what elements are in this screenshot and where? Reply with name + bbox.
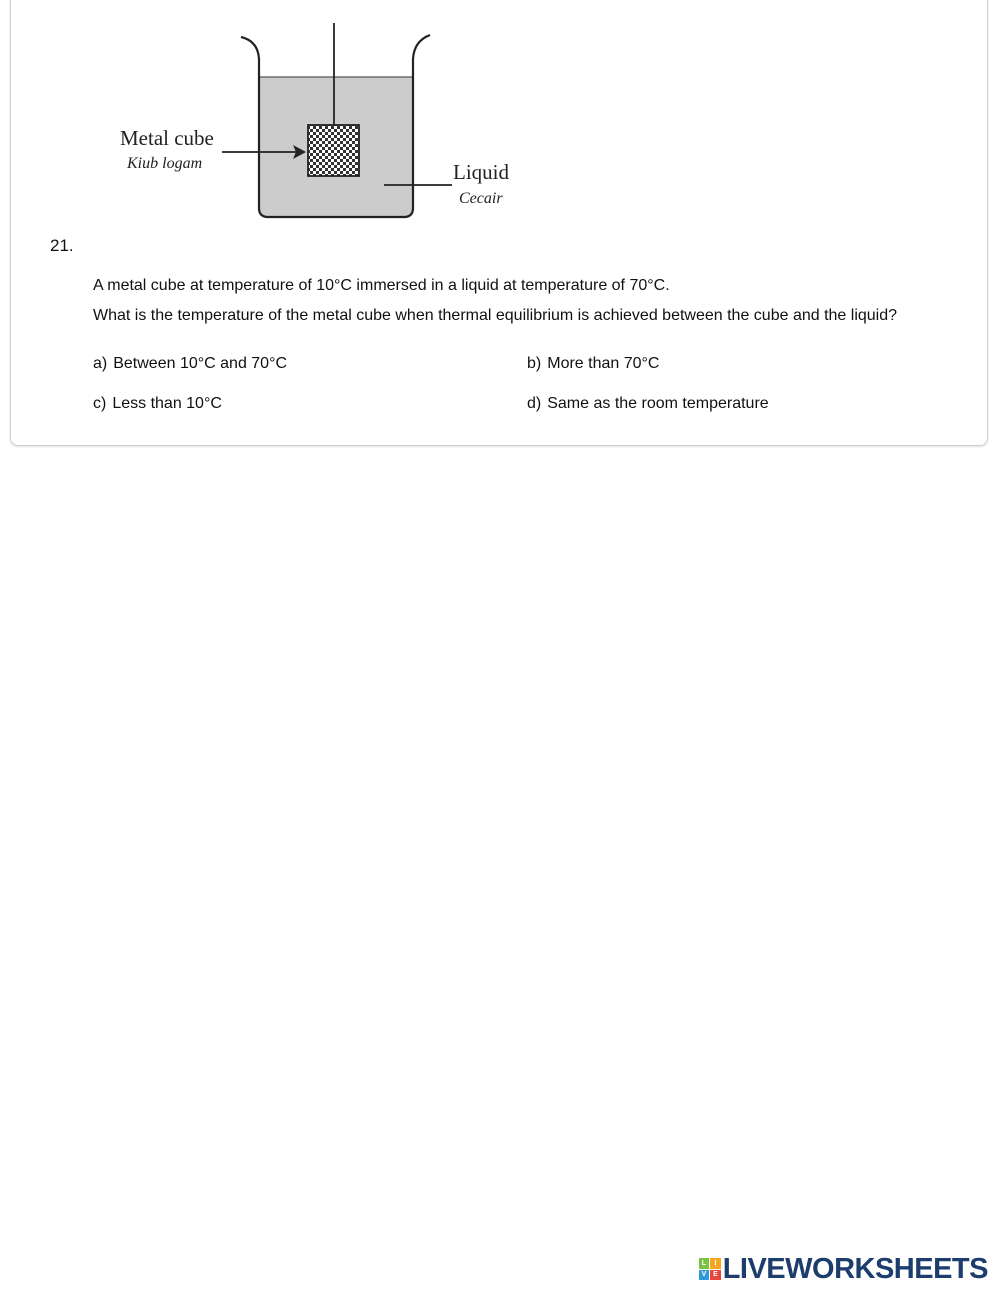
option-a[interactable] xyxy=(93,355,287,373)
liveworksheets-logo[interactable] xyxy=(699,1252,988,1286)
option-c[interactable] xyxy=(93,395,222,413)
option-letter: c) xyxy=(93,395,107,412)
liquid-label-malay: Cecair xyxy=(459,190,503,207)
metal-cube xyxy=(308,125,359,176)
beaker-svg xyxy=(100,15,530,230)
option-d[interactable] xyxy=(527,395,769,413)
logo-mark-l: L xyxy=(699,1258,710,1269)
option-letter: d) xyxy=(527,395,542,412)
logo-mark-e: E xyxy=(710,1270,721,1281)
option-text: More than 70°C xyxy=(547,355,660,372)
option-text: Same as the room temperature xyxy=(547,395,769,412)
question-number: 21. xyxy=(50,236,74,255)
logo-mark-v: V xyxy=(699,1270,710,1281)
logo-text: LIVEWORKSHEETS xyxy=(722,1252,988,1285)
liquid-label: Liquid xyxy=(453,160,509,184)
option-b[interactable] xyxy=(527,355,659,373)
logo-mark-icon xyxy=(699,1258,721,1280)
question-text-line-2: What is the temperature of the metal cube when thermal equilibrium is achieved between the cube and the liquid? xyxy=(93,307,898,324)
cube-label-malay: Kiub logam xyxy=(127,155,203,172)
option-letter: b) xyxy=(527,355,542,372)
logo-mark-i: I xyxy=(710,1258,721,1269)
option-text: Less than 10°C xyxy=(112,395,222,412)
beaker-diagram xyxy=(100,15,530,230)
cube-label: Metal cube xyxy=(120,126,214,150)
option-letter: a) xyxy=(93,355,108,372)
question-text-line-1: A metal cube at temperature of 10°C immersed in a liquid at temperature of 70°C. xyxy=(93,277,670,294)
option-text: Between 10°C and 70°C xyxy=(113,355,288,372)
